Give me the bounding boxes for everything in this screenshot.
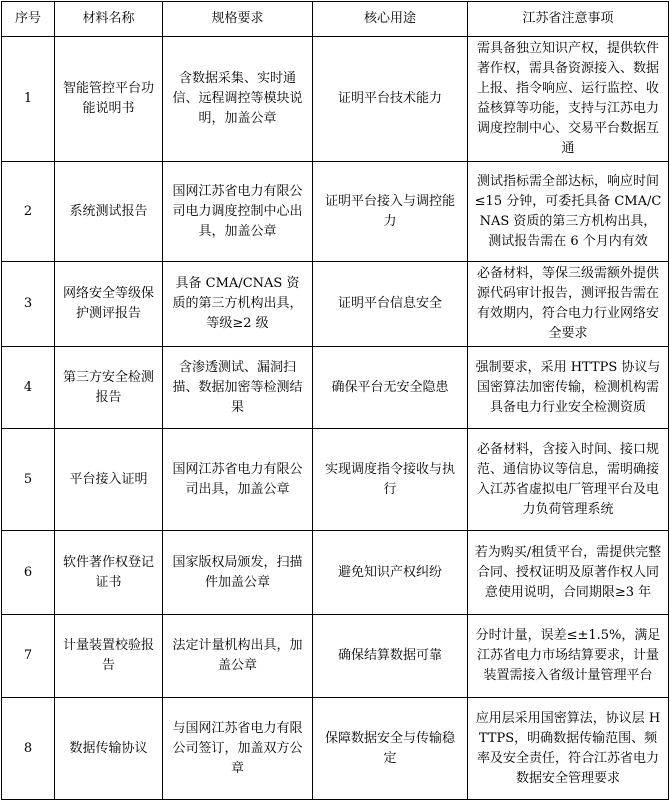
core-purpose: 证明平台接入与调控能力	[313, 162, 468, 262]
header-material-name: 材料名称	[55, 2, 163, 37]
jiangsu-notes: 需具备独立知识产权，提供软件著作权，需具备资源接入、数据上报、指令响应、运行监控、收益核算等功能，支持与江苏电力调度控制中心、交易平台数据互通	[468, 37, 669, 162]
jiangsu-notes: 若为购买/租赁平台，需提供完整合同、授权证明及原著作权人同意使用说明，合同期限≥3 年	[468, 531, 669, 615]
jiangsu-notes: 应用层采用国密算法，协议层 HTTPS，明确数据传输范围、频率及安全责任，符合江苏省电力数据安全管理要求	[468, 698, 669, 800]
row-number: 1	[2, 37, 55, 162]
material-name: 网络安全等级保护测评报告	[55, 262, 163, 347]
table-row	[2, 698, 669, 800]
jiangsu-notes: 强制要求，采用 HTTPS 协议与国密算法加密传输，检测机构需具备电力行业安全检测资质	[468, 347, 669, 429]
row-number: 3	[2, 262, 55, 347]
spec-requirement: 国网江苏省电力有限公司电力调度控制中心出具，加盖公章	[163, 162, 313, 262]
material-name: 数据传输协议	[55, 698, 163, 800]
core-purpose: 证明平台信息安全	[313, 262, 468, 347]
table-header-row	[2, 2, 669, 37]
spec-requirement: 含渗透测试、漏洞扫描、数据加密等检测结果	[163, 347, 313, 429]
row-number: 7	[2, 615, 55, 698]
table-row	[2, 262, 669, 347]
header-jiangsu-notes: 江苏省注意事项	[468, 2, 669, 37]
material-name: 智能管控平台功能说明书	[55, 37, 163, 162]
table-row	[2, 37, 669, 162]
requirements-table-container	[1, 1, 669, 800]
header-no: 序号	[2, 2, 55, 37]
jiangsu-notes: 分时计量，误差≤±1.5%，满足江苏省电力市场结算要求，计量装置需接入省级计量管理平台	[468, 615, 669, 698]
row-number: 6	[2, 531, 55, 615]
header-purpose: 核心用途	[313, 2, 468, 37]
jiangsu-notes: 必备材料，含接入时间、接口规范、通信协议等信息，需明确接入江苏省虚拟电厂管理平台及电力负荷管理系统	[468, 429, 669, 531]
core-purpose: 保障数据安全与传输稳定	[313, 698, 468, 800]
core-purpose: 确保结算数据可靠	[313, 615, 468, 698]
core-purpose: 实现调度指令接收与执行	[313, 429, 468, 531]
material-name: 系统测试报告	[55, 162, 163, 262]
material-name: 第三方安全检测报告	[55, 347, 163, 429]
spec-requirement: 含数据采集、实时通信、远程调控等模块说明，加盖公章	[163, 37, 313, 162]
table-row	[2, 615, 669, 698]
material-name: 软件著作权登记证书	[55, 531, 163, 615]
spec-requirement: 国家版权局颁发，扫描件加盖公章	[163, 531, 313, 615]
table-row	[2, 531, 669, 615]
header-spec: 规格要求	[163, 2, 313, 37]
core-purpose: 避免知识产权纠纷	[313, 531, 468, 615]
row-number: 8	[2, 698, 55, 800]
jiangsu-notes: 必备材料，等保三级需额外提供源代码审计报告，测评报告需在有效期内，符合电力行业网络安全要求	[468, 262, 669, 347]
spec-requirement: 国网江苏省电力有限公司出具，加盖公章	[163, 429, 313, 531]
spec-requirement: 法定计量机构出具，加盖公章	[163, 615, 313, 698]
table-row	[2, 347, 669, 429]
spec-requirement: 与国网江苏省电力有限公司签订，加盖双方公章	[163, 698, 313, 800]
material-name: 计量装置校验报告	[55, 615, 163, 698]
jiangsu-notes: 测试指标需全部达标，响应时间≤15 分钟，可委托具备 CMA/CNAS 资质的第三方机构出具，测试报告需在 6 个月内有效	[468, 162, 669, 262]
spec-requirement: 具备 CMA/CNAS 资质的第三方机构出具，等级≥2 级	[163, 262, 313, 347]
row-number: 4	[2, 347, 55, 429]
material-name: 平台接入证明	[55, 429, 163, 531]
core-purpose: 确保平台无安全隐患	[313, 347, 468, 429]
row-number: 5	[2, 429, 55, 531]
table-row	[2, 162, 669, 262]
table-row	[2, 429, 669, 531]
row-number: 2	[2, 162, 55, 262]
core-purpose: 证明平台技术能力	[313, 37, 468, 162]
requirements-table	[1, 1, 669, 800]
